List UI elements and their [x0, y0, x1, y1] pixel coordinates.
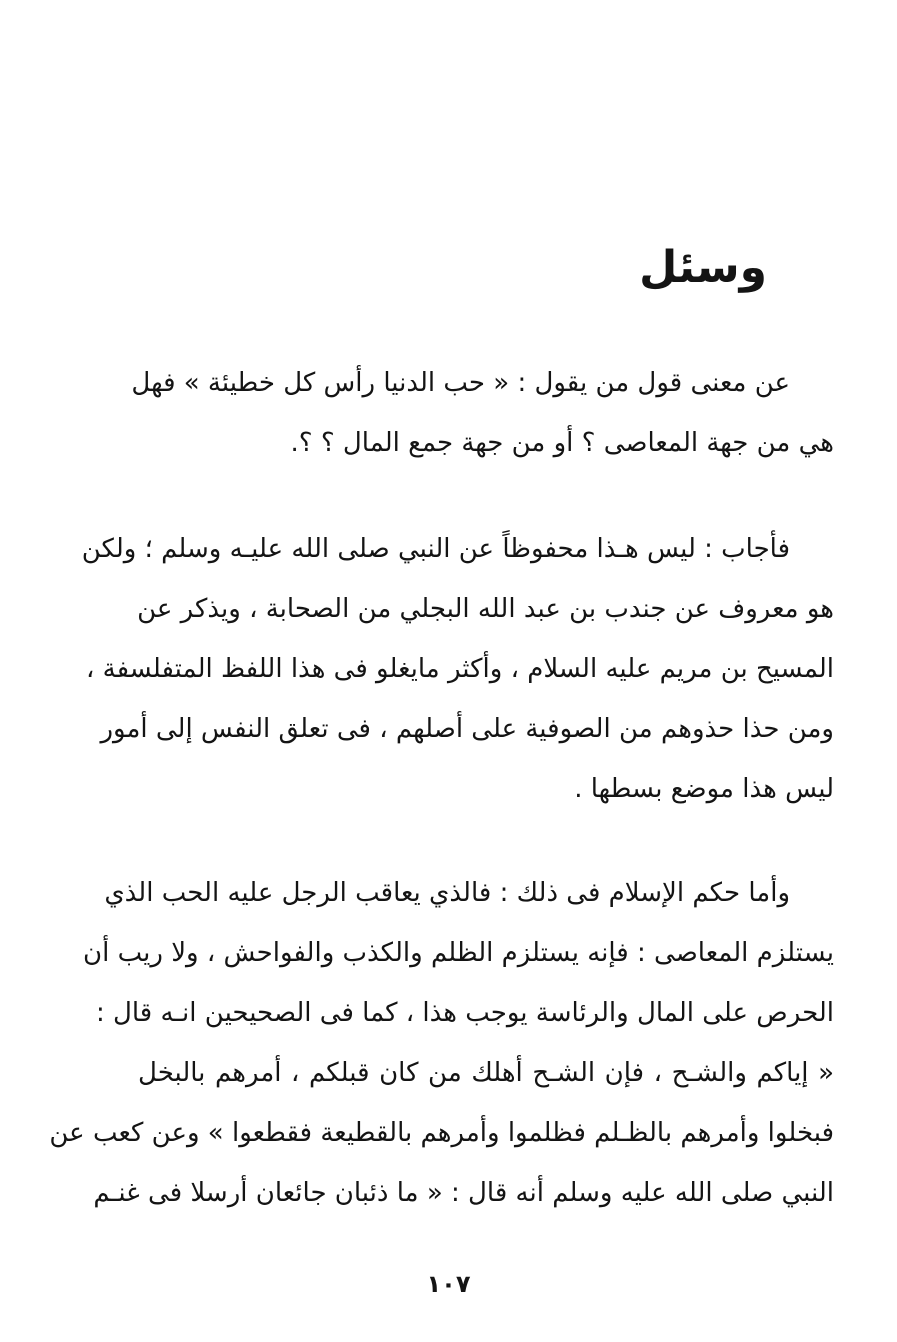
text-line: فبخلوا وأمرهم بالظـلم فظلموا وأمرهم بالقطيعة فقطعوا » وعن كعب عن: [49, 1118, 834, 1148]
paragraph-question: [131, 353, 834, 473]
text-line: « إياكم والشـح ، فإن الشـح أهلك من كان قبلكم ، أمرهم بالبخل: [138, 1058, 834, 1088]
text-line: ليس هذا موضع بسطها .: [574, 774, 834, 804]
page-number: ١٠٧: [426, 1270, 471, 1298]
text-line: عن معنى قول من يقول : « حب الدنيا رأس كل خطيئة » فهل: [131, 368, 790, 398]
paragraph-ruling: [49, 863, 834, 1223]
paragraph-answer: [81, 519, 834, 819]
text-line: المسيح بن مريم عليه السلام ، وأكثر مايغلو فى هذا اللفظ المتفلسفة ،: [85, 654, 834, 684]
text-line: يستلزم المعاصى : فإنه يستلزم الظلم والكذب والفواحش ، ولا ريب أن: [83, 938, 834, 968]
text-line: فأجاب : ليس هـذا محفوظاً عن النبي صلى الله عليـه وسلم ؛ ولكن: [81, 534, 790, 564]
text-line: الحرص على المال والرئاسة يوجب هذا ، كما فى الصحيحين انـه قال :: [95, 998, 834, 1028]
section-heading: وسئل: [639, 242, 767, 293]
text-line: ومن حذا حذوهم من الصوفية على أصلهم ، فى تعلق النفس إلى أمور: [100, 714, 834, 744]
text-line: وأما حكم الإسلام فى ذلك : فالذي يعاقب الرجل عليه الحب الذي: [104, 878, 790, 908]
text-line: هو معروف عن جندب بن عبد الله البجلي من الصحابة ، ويذكر عن: [137, 594, 834, 624]
text-line: النبي صلى الله عليه وسلم أنه قال : « ما ذئبان جائعان أرسلا فى غنـم: [93, 1178, 834, 1208]
text-line: هي من جهة المعاصى ؟ أو من جهة جمع المال ؟ ؟.: [290, 428, 834, 458]
